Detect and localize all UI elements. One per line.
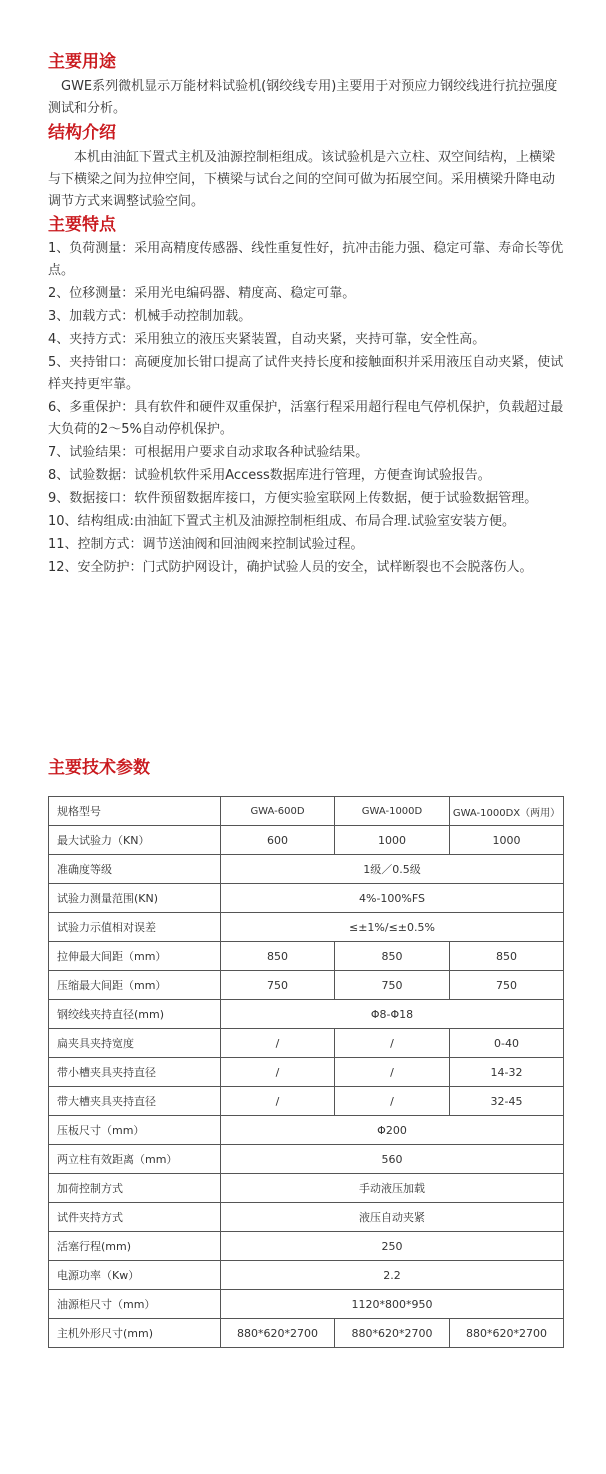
header-label-cell: 规格型号 [49,797,221,826]
value-cell: 850 [221,942,335,971]
row-label-cell: 试件夹持方式 [49,1203,221,1232]
value-cell: / [221,1087,335,1116]
table-row [49,1174,564,1203]
feature-item: 12、安全防护：门式防护网设计，确护试验人员的安全，试样断裂也不会脱落伤人。 [48,560,533,575]
features-list [48,238,568,580]
merged-value-cell: 1120*800*950 [221,1290,564,1319]
feature-item: 10、结构组成:由油缸下置式主机及油源控制柜组成、布局合理.试验室安装方便。 [48,514,516,529]
value-cell: / [221,1029,335,1058]
table-row [49,942,564,971]
feature-item: 7、试验结果：可根据用户要求自动求取各种试验结果。 [48,445,369,460]
row-label-cell: 钢绞线夹持直径(mm) [49,1000,221,1029]
value-cell: / [335,1029,450,1058]
merged-value-cell: ≤±1%/≤±0.5% [221,913,564,942]
merged-value-cell: 2.2 [221,1261,564,1290]
usage-text-content: GWE系列微机显示万能材料试验机(钢绞线专用)主要用于对预应力钢绞线进行抗拉强度测试和分析。 [48,79,558,116]
table-row [49,1261,564,1290]
features-heading: 主要特点 [48,215,116,235]
value-cell: 14-32 [450,1058,564,1087]
structure-text-content: 本机由油缸下置式主机及油源控制柜组成。该试验机是六立柱、双空间结构，上横梁与下横梁之间为拉伸空间，下横梁与试台之间的空间可做为拓展空间。采用横梁升降电动调节方式来调整试验空间。 [48,150,556,209]
table-row [49,1232,564,1261]
value-cell: 850 [450,942,564,971]
table-row [49,1290,564,1319]
table-row [49,826,564,855]
table-row [49,884,564,913]
value-cell: 750 [221,971,335,1000]
table-row [49,1319,564,1348]
row-label-cell: 拉伸最大间距（mm） [49,942,221,971]
feature-item: 9、数据接口：软件预留数据库接口，方便实验室联网上传数据，便于试验数据管理。 [48,491,538,506]
feature-item: 1、负荷测量：采用高精度传感器、线性重复性好，抗冲击能力强、稳定可靠、寿命长等优点。 [48,241,564,278]
feature-item: 5、夹持钳口：高硬度加长钳口提高了试件夹持长度和接触面积并采用液压自动夹紧，使试样夹持更牢靠。 [48,355,564,392]
value-cell: / [221,1058,335,1087]
value-cell: 880*620*2700 [335,1319,450,1348]
table-row [49,1203,564,1232]
spec-table [48,796,564,1348]
feature-item: 11、控制方式：调节送油阀和回油阀来控制试验过程。 [48,537,364,552]
table-row [49,971,564,1000]
feature-item: 3、加载方式：机械手动控制加载。 [48,309,252,324]
feature-item: 4、夹持方式：采用独立的液压夹紧装置，自动夹紧，夹持可靠，安全性高。 [48,332,486,347]
params-heading: 主要技术参数 [48,758,150,778]
table-row [49,1000,564,1029]
row-label-cell: 扁夹具夹持宽度 [49,1029,221,1058]
row-label-cell: 带大槽夹具夹持直径 [49,1087,221,1116]
merged-value-cell: 1级／0.5级 [221,855,564,884]
merged-value-cell: 250 [221,1232,564,1261]
table-row [49,1087,564,1116]
row-label-cell: 油源柜尺寸（mm） [49,1290,221,1319]
row-label-cell: 试验力测量范围(KN) [49,884,221,913]
table-row [49,855,564,884]
value-cell: 600 [221,826,335,855]
header-model-cell: GWA-600D [221,797,335,826]
value-cell: 880*620*2700 [221,1319,335,1348]
merged-value-cell: Φ200 [221,1116,564,1145]
value-cell: / [335,1058,450,1087]
merged-value-cell: 液压自动夹紧 [221,1203,564,1232]
table-row [49,1145,564,1174]
value-cell: / [335,1087,450,1116]
value-cell: 0-40 [450,1029,564,1058]
row-label-cell: 试验力示值相对误差 [49,913,221,942]
value-cell: 1000 [450,826,564,855]
value-cell: 850 [335,942,450,971]
merged-value-cell: 手动液压加载 [221,1174,564,1203]
feature-item: 8、试验数据：试验机软件采用Access数据库进行管理，方便查询试验报告。 [48,468,491,483]
row-label-cell: 主机外形尺寸(mm) [49,1319,221,1348]
merged-value-cell: 560 [221,1145,564,1174]
merged-value-cell: 4%-100%FS [221,884,564,913]
header-model-cell: GWA-1000D [335,797,450,826]
value-cell: 880*620*2700 [450,1319,564,1348]
value-cell: 1000 [335,826,450,855]
value-cell: 750 [450,971,564,1000]
structure-heading: 结构介绍 [48,123,116,143]
value-cell: 32-45 [450,1087,564,1116]
header-model-cell: GWA-1000DX（两用） [450,797,564,826]
merged-value-cell: Φ8-Φ18 [221,1000,564,1029]
row-label-cell: 准确度等级 [49,855,221,884]
row-label-cell: 电源功率（Kw） [49,1261,221,1290]
table-header-row [49,797,564,826]
row-label-cell: 带小槽夹具夹持直径 [49,1058,221,1087]
usage-text [48,76,566,120]
table-row [49,913,564,942]
row-label-cell: 两立柱有效距离（mm） [49,1145,221,1174]
value-cell: 750 [335,971,450,1000]
table-row [49,1116,564,1145]
row-label-cell: 加荷控制方式 [49,1174,221,1203]
table-row [49,1029,564,1058]
usage-heading: 主要用途 [48,52,116,72]
row-label-cell: 活塞行程(mm) [49,1232,221,1261]
feature-item: 6、多重保护：具有软件和硬件双重保护，活塞行程采用超行程电气停机保护，负载超过最大负荷的2～5%自动停机保护。 [48,400,564,437]
structure-text [48,147,566,213]
row-label-cell: 压缩最大间距（mm） [49,971,221,1000]
feature-item: 2、位移测量：采用光电编码器、精度高、稳定可靠。 [48,286,356,301]
row-label-cell: 最大试验力（KN） [49,826,221,855]
table-row [49,1058,564,1087]
row-label-cell: 压板尺寸（mm） [49,1116,221,1145]
